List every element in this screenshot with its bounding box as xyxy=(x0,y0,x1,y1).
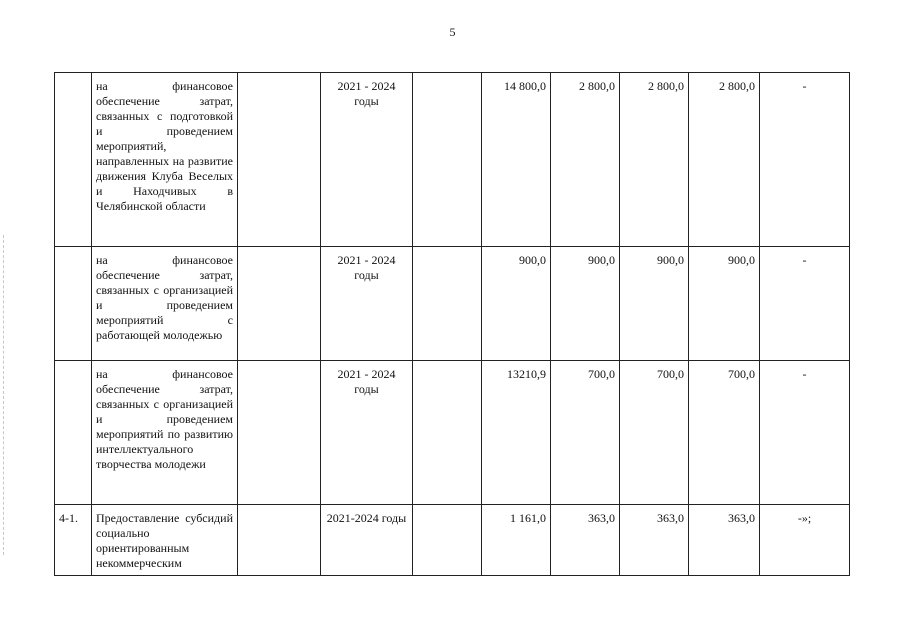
note-cell: - xyxy=(760,247,850,361)
source-cell xyxy=(413,247,482,361)
year-amount-cell: 700,0 xyxy=(620,361,689,505)
note-cell: - xyxy=(760,73,850,247)
description-cell xyxy=(92,247,238,361)
row-number-cell: 4-1. xyxy=(55,505,92,576)
budget-table xyxy=(54,72,850,576)
period-cell: 2021-2024 годы xyxy=(321,505,413,576)
description-line: проведением xyxy=(166,298,233,312)
description-line: Клуба Веселых и xyxy=(96,169,234,198)
description-line: на финансовое xyxy=(96,253,233,267)
year-amount-cell: 2 800,0 xyxy=(551,73,620,247)
table-row xyxy=(55,361,850,505)
source-cell xyxy=(413,361,482,505)
year-amount-cell: 900,0 xyxy=(551,247,620,361)
description-cell xyxy=(92,361,238,505)
description-line: развитию xyxy=(184,427,233,441)
year-amount-cell: 363,0 xyxy=(551,505,620,576)
description-line: на финансовое xyxy=(96,367,233,381)
total-amount-cell: 14 800,0 xyxy=(482,73,551,247)
description-line: мероприятий по xyxy=(96,427,180,441)
total-amount-cell: 900,0 xyxy=(482,247,551,361)
table-body xyxy=(55,73,850,576)
table-row xyxy=(55,247,850,361)
description-line: мероприятий, xyxy=(96,139,167,153)
description-line: Находчивых в xyxy=(133,184,233,198)
year-amount-cell: 363,0 xyxy=(620,505,689,576)
description-line: проведением xyxy=(166,412,233,426)
description-line: организацией и xyxy=(96,397,233,426)
executor-cell xyxy=(238,505,321,576)
description-line: направленных на xyxy=(96,154,185,168)
margin-scan-mark xyxy=(3,235,4,555)
description-cell xyxy=(92,505,238,576)
note-cell: -»; xyxy=(760,505,850,576)
period-cell: 2021 - 2024 годы xyxy=(321,361,413,505)
year-amount-cell: 2 800,0 xyxy=(620,73,689,247)
executor-cell xyxy=(238,361,321,505)
year-amount-cell: 700,0 xyxy=(551,361,620,505)
row-number-cell xyxy=(55,73,92,247)
page-number: 5 xyxy=(449,25,456,39)
description-line: развитие движения xyxy=(96,154,233,183)
description-line: Предоставление xyxy=(96,511,180,525)
description-line-last: работающей молодежью xyxy=(96,328,223,342)
description-line: связанных с xyxy=(96,283,159,297)
description-line: обеспечение затрат, xyxy=(96,382,233,396)
description-line: субсидий социально xyxy=(96,511,233,540)
executor-cell xyxy=(238,73,321,247)
executor-cell xyxy=(238,247,321,361)
description-line-last: интеллектуального творчества молодежи xyxy=(96,442,206,471)
year-amount-cell: 900,0 xyxy=(620,247,689,361)
description-line: обеспечение затрат, xyxy=(96,94,233,108)
source-cell xyxy=(413,505,482,576)
table-row xyxy=(55,73,850,247)
table-row xyxy=(55,505,850,576)
description-line: подготовкой и xyxy=(96,109,234,138)
description-line: мероприятий с xyxy=(96,313,233,327)
total-amount-cell: 13210,9 xyxy=(482,361,551,505)
description-line: связанных с xyxy=(96,397,159,411)
row-number-cell xyxy=(55,247,92,361)
year-amount-cell: 700,0 xyxy=(689,361,760,505)
description-line-last: Челябинской области xyxy=(96,199,206,213)
year-amount-cell: 900,0 xyxy=(689,247,760,361)
source-cell xyxy=(413,73,482,247)
description-line: связанных с xyxy=(96,109,163,123)
description-line: на финансовое xyxy=(96,79,233,93)
period-cell: 2021 - 2024 годы xyxy=(321,73,413,247)
description-line: организацией и xyxy=(96,283,233,312)
description-cell xyxy=(92,73,238,247)
year-amount-cell: 363,0 xyxy=(689,505,760,576)
description-line-last: ориентированным некоммерческим xyxy=(96,541,190,570)
period-cell: 2021 - 2024 годы xyxy=(321,247,413,361)
year-amount-cell: 2 800,0 xyxy=(689,73,760,247)
note-cell: - xyxy=(760,361,850,505)
description-line: проведением xyxy=(166,124,233,138)
row-number-cell xyxy=(55,361,92,505)
total-amount-cell: 1 161,0 xyxy=(482,505,551,576)
description-line: обеспечение затрат, xyxy=(96,268,233,282)
